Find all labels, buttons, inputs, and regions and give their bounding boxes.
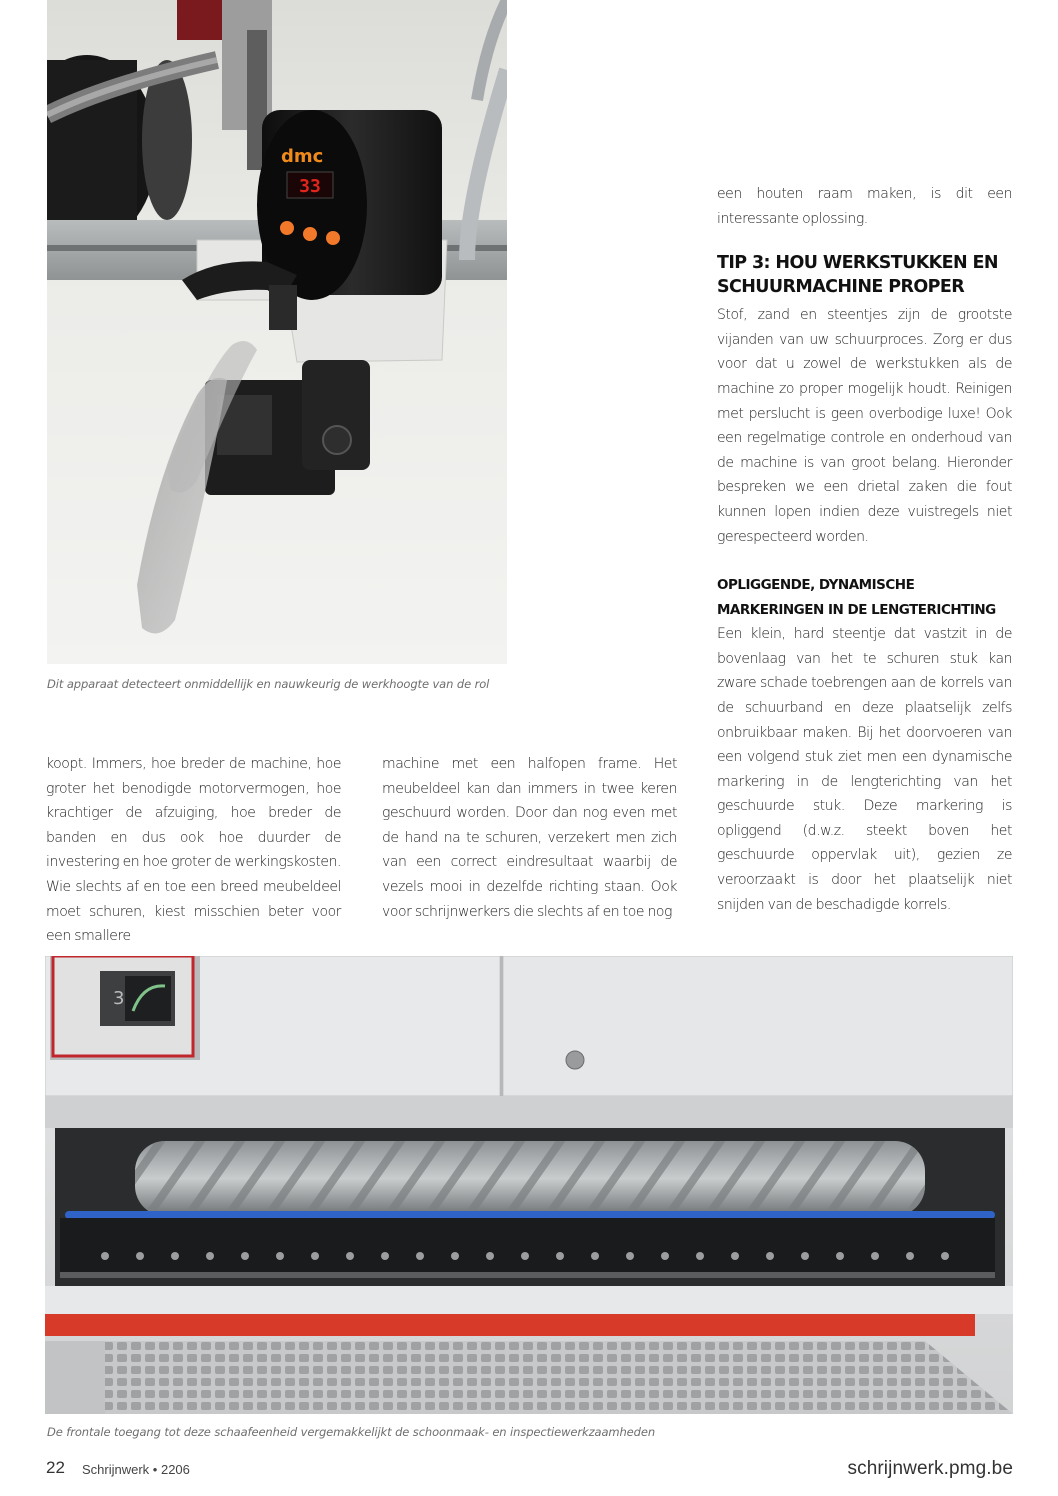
subsection-paragraph: Een klein, hard steentje dat vastzit in de bovenlaag van het te schuren stuk kan zware schade toebrengen aan de korrels van de schuurband en deze plaatselijk zelfs onbruikbaar maken. Bij het doorvoeren van een volgend stuk ziet men een dynamische markering in de lengterichting van het geschuurde stuk. Deze markering is opliggend (d.w.z. steekt boven het geschuurde oppervlak uit), gezien ze veroorzaakt is door het plaatselijk niet snijden van de beschadigde korrels. bbox=[717, 626, 1012, 913]
column-left-text: koopt. Immers, hoe breder de machine, hoe groter het benodigde motorvermogen, hoe krachtiger de afzuiging, hoe breder de banden en dus ook hoe duurder de investering en hoe groter de werkingskosten. Wie slechts af en toe een breed meubeldeel moet schuren, kiest misschien beter voor een smallere bbox=[46, 756, 341, 945]
caption-top-photo: Dit apparaat detecteert onmiddellijk en nauwkeurig de werkhoogte van de rol bbox=[47, 677, 490, 691]
photo-height-detector bbox=[47, 0, 507, 664]
column-right-intro: een houten raam maken, is dit een interessante oplossing. bbox=[717, 186, 1012, 227]
control-button bbox=[326, 231, 340, 245]
subsection-heading: OPLIGGENDE, DYNAMISCHE MARKERINGEN IN DE LENGTERICHTING bbox=[717, 577, 996, 618]
display-readout: 33 bbox=[299, 176, 321, 197]
page-number: 22 bbox=[46, 1458, 65, 1477]
planing-unit-illustration bbox=[45, 956, 1013, 1414]
control-button bbox=[280, 221, 294, 235]
section-heading: TIP 3: HOU WERKSTUKKEN EN SCHUURMACHINE PROPER bbox=[717, 253, 998, 298]
column-right bbox=[717, 182, 1012, 917]
column-left bbox=[46, 752, 341, 949]
caption-bottom-photo: De frontale toegang tot deze schaafeenheid vergemakkelijkt de schoonmaak- en inspectiewerkzaamheden bbox=[47, 1425, 656, 1439]
panel-digit: 3 bbox=[113, 988, 125, 1009]
brand-logo: dmc bbox=[281, 146, 324, 167]
control-button bbox=[303, 227, 317, 241]
column-middle bbox=[382, 752, 677, 924]
height-detector-illustration bbox=[47, 0, 507, 664]
photo-planing-unit bbox=[45, 956, 1013, 1414]
website-link[interactable]: schrijnwerk.pmg.be bbox=[847, 1458, 1013, 1479]
magazine-issue: Schrijnwerk • 2206 bbox=[82, 1462, 190, 1477]
section-paragraph: Stof, zand en steentjes zijn de grootste vijanden van uw schuurproces. Zorg er dus voor dat u zowel de werkstukken als de machine zo proper mogelijk houdt. Reinigen met perslucht is geen overbodige luxe! Ook een regelmatige controle en onderhoud van de machine is van groot belang. Hieronder bespreken we een drietal zaken die fout kunnen lopen indien deze vuistregels niet gerespecteerd worden. bbox=[717, 307, 1012, 545]
column-middle-text: machine met een halfopen frame. Het meubeldeel kan dan immers in twee keren geschuurd worden. Door dan nog even met de hand na te schuren, verzekert men zich van een correct eindresultaat waarbij de vezels mooi in dezelfde richting staan. Ook voor schrijnwerkers die slechts af en toe nog bbox=[382, 756, 677, 920]
